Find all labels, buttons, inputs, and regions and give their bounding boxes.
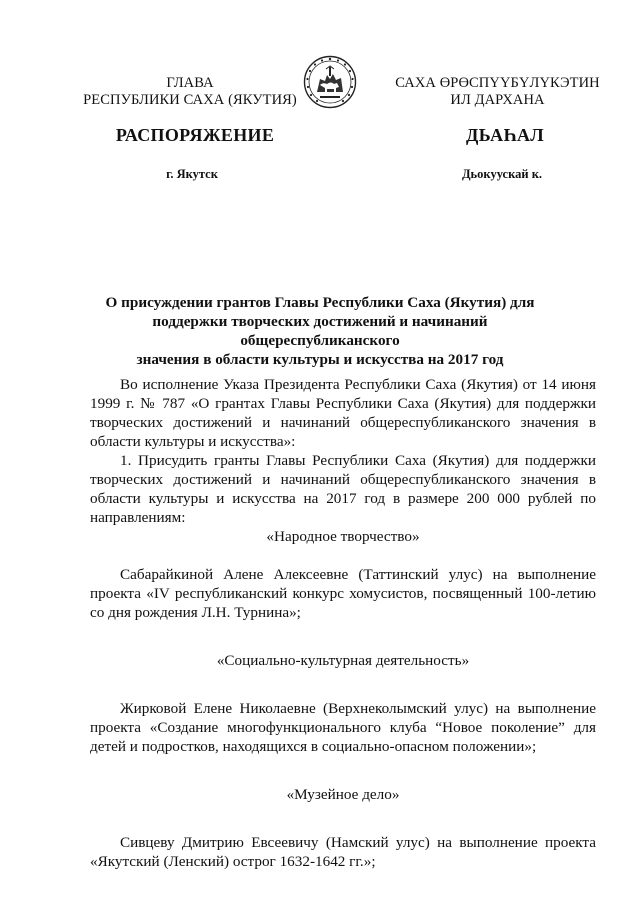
section-text-folk-art: Сабарайкиной Алене Алексеевне (Таттинский улус) на выполнение проекта «IV республиканский конкурс хомусистов, посвященный 100-летию со дня рождения Л.Н. Турнина»; <box>90 566 596 621</box>
place-sakha: Дьокуускай к. <box>461 167 543 181</box>
document-title <box>80 293 560 369</box>
section-heading-folk-art: «Народное творчество» <box>266 528 420 545</box>
header-left-line2: РЕСПУБЛИКИ САХА (ЯКУТИЯ) <box>83 92 297 108</box>
header-right <box>385 75 610 109</box>
header-right-line2: ИЛ ДАРХАНА <box>450 92 545 108</box>
title-line-3: значения в области культуры и искусства на 2017 год <box>136 351 504 368</box>
header-right-line1: САХА ӨРӨСПҮҮБҮЛҮКЭТИН <box>395 75 600 91</box>
place-ru: г. Якутск <box>166 167 218 181</box>
document-body <box>90 375 596 871</box>
section-text-social-cultural: Жирковой Елене Николаевне (Верхнеколымский улус) на выполнение проекта «Создание многофункционального клуба “Новое поколение” для детей и подростков, находящихся в социально-опасном положении»; <box>90 700 596 755</box>
section-heading-museum: «Музейное дело» <box>286 786 400 803</box>
header-left-line1: ГЛАВА <box>166 75 214 91</box>
title-line-1: О присуждении грантов Главы Республики Саха (Якутия) для <box>105 294 535 311</box>
coat-of-arms-emblem-icon <box>303 55 357 109</box>
doc-type-sakha: ДЬАҺАЛ <box>466 125 544 145</box>
section-text-museum: Сивцеву Дмитрию Евсеевичу (Намский улус) на выполнение проекта «Якутский (Ленский) острог 1632-1642 гг.»; <box>90 834 596 870</box>
section-heading-social-cultural: «Социально-культурная деятельность» <box>216 652 470 669</box>
intro-paragraph: Во исполнение Указа Президента Республики Саха (Якутия) от 14 июня 1999 г. № 787 «О грантах Главы Республики Саха (Якутия) для поддержки творческих достижений и начинаний общереспубликанского значения в области культуры и искусства»: <box>90 376 596 450</box>
header-left <box>60 75 320 109</box>
title-line-2: поддержки творческих достижений и начинаний общереспубликанского <box>152 313 488 349</box>
doc-type-ru: РАСПОРЯЖЕНИЕ <box>115 125 275 145</box>
item-1-paragraph: 1. Присудить гранты Главы Республики Саха (Якутия) для поддержки творческих достижений и начинаний общереспубликанского значения в области культуры и искусства на 2017 год в размере 200 000 рублей по направлениям: <box>90 452 596 526</box>
